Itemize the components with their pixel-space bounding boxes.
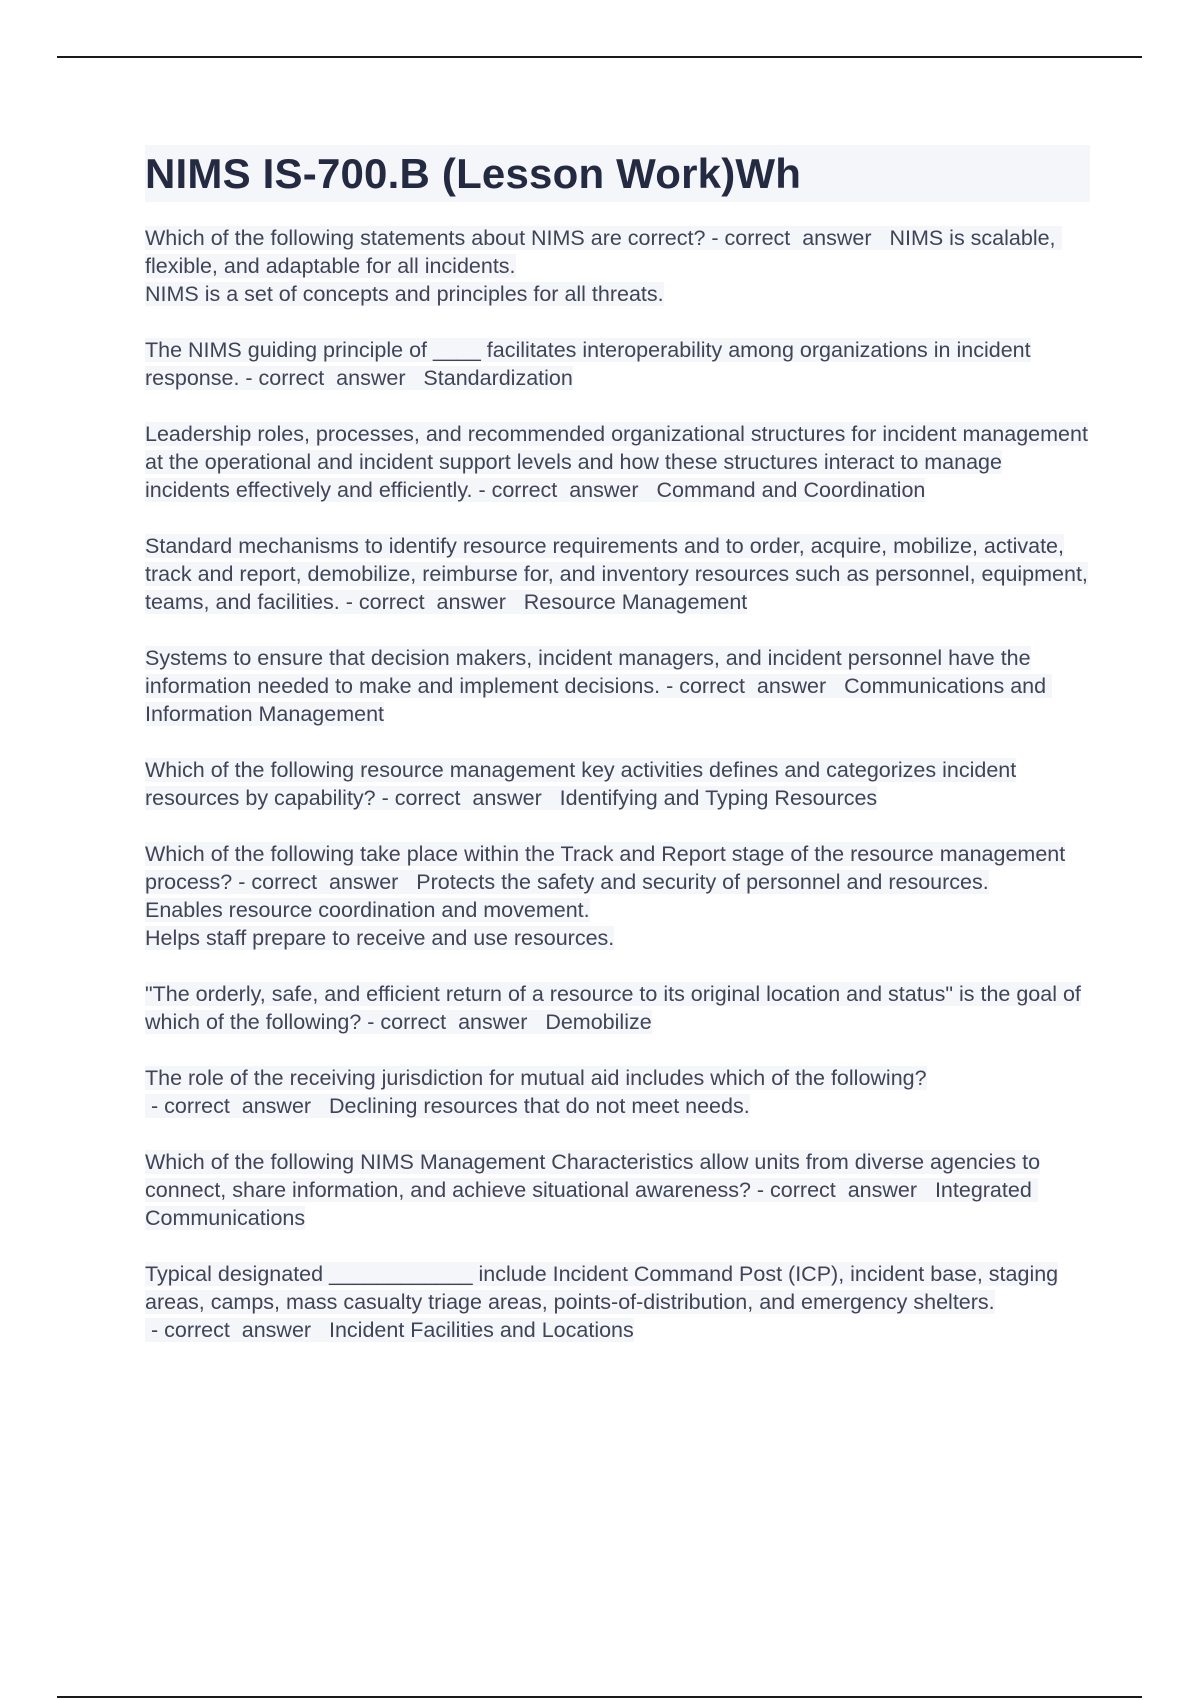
qa-item	[145, 224, 1090, 308]
answer-text: Communications and Information Management	[145, 674, 1053, 726]
answer-text: Declining resources that do not meet needs.	[329, 1094, 750, 1118]
answer-separator: - correct answer	[145, 1094, 329, 1118]
question-text: "The orderly, safe, and efficient return of a resource to its original location and status" is the goal of which of the following?	[145, 982, 1081, 1034]
qa-highlight	[145, 422, 1088, 502]
answer-continuation: NIMS is a set of concepts and principles for all threats.	[145, 282, 664, 306]
question-text: Standard mechanisms to identify resource requirements and to order, acquire, mobilize, activate, track and report, demobilize, reimburse for, and inventory resources such as personnel, equipment, teams, and facilities.	[145, 534, 1088, 614]
qa-highlight	[145, 842, 1065, 894]
qa-highlight	[145, 982, 1081, 1034]
answer-separator: - correct answer	[750, 1178, 935, 1202]
answer-separator: - correct answer	[239, 366, 424, 390]
qa-paragraph	[145, 840, 1090, 952]
qa-item	[145, 644, 1090, 728]
answer-text: Integrated Communications	[145, 1178, 1038, 1230]
answer-separator: - correct answer	[232, 870, 417, 894]
qa-item	[145, 1064, 1090, 1120]
question-text: The role of the receiving jurisdiction for mutual aid includes which of the following?	[145, 1066, 927, 1090]
qa-paragraph	[145, 420, 1090, 504]
answer-separator: - correct answer	[375, 786, 560, 810]
qa-paragraph	[145, 224, 1090, 308]
question-text: Typical designated ____________ include Incident Command Post (ICP), incident base, staging areas, camps, mass casualty triage areas, points-of-distribution, and emergency shelters.	[145, 1262, 1059, 1314]
qa-item	[145, 1148, 1090, 1232]
qa-item	[145, 420, 1090, 504]
answer-text: Protects the safety and security of personnel and resources.	[416, 870, 989, 894]
question-text: Leadership roles, processes, and recommended organizational structures for incident management at the operational and incident support levels and how these structures interact to manage incidents effectively and efficiently.	[145, 422, 1088, 502]
qa-item	[145, 840, 1090, 952]
question-text: Which of the following statements about NIMS are correct?	[145, 226, 706, 250]
qa-highlight	[145, 758, 1016, 810]
title-band	[145, 145, 1090, 202]
document-body	[145, 145, 1090, 1372]
qa-highlight	[145, 646, 1052, 726]
answer-separator: - correct answer	[660, 674, 845, 698]
qa-highlight	[145, 534, 1088, 614]
qa-item	[145, 336, 1090, 392]
question-text: The NIMS guiding principle of ____ facilitates interoperability among organizations in incident response.	[145, 338, 1031, 390]
qa-item	[145, 1260, 1090, 1344]
qa-paragraph	[145, 336, 1090, 392]
answer-continuation: Helps staff prepare to receive and use resources.	[145, 926, 615, 950]
answer-text: Command and Coordination	[656, 478, 926, 502]
answer-text: NIMS is scalable, flexible, and adaptable for all incidents.	[145, 226, 1062, 278]
answer-text: Incident Facilities and Locations	[329, 1318, 634, 1342]
answer-continuation: Enables resource coordination and movement.	[145, 898, 590, 922]
qa-item	[145, 532, 1090, 616]
answer-separator: - correct answer	[472, 478, 657, 502]
answer-separator: - correct answer	[361, 1010, 546, 1034]
qa-paragraph	[145, 1064, 1090, 1120]
qa-highlight	[145, 338, 1031, 390]
qa-item	[145, 980, 1090, 1036]
answer-text: Resource Management	[523, 590, 748, 614]
qa-highlight	[145, 1066, 927, 1118]
bottom-divider	[57, 1696, 1142, 1698]
question-text: Which of the following take place within the Track and Report stage of the resource management process?	[145, 842, 1066, 894]
qa-list	[145, 224, 1090, 1344]
answer-text: Demobilize	[545, 1010, 652, 1034]
qa-paragraph	[145, 1148, 1090, 1232]
answer-separator: - correct answer	[705, 226, 890, 250]
qa-highlight	[145, 1262, 1058, 1342]
qa-paragraph	[145, 756, 1090, 812]
qa-highlight	[145, 1150, 1040, 1230]
answer-separator: - correct answer	[145, 1318, 329, 1342]
document-title: NIMS IS-700.B (Lesson Work)Wh	[145, 150, 802, 197]
qa-highlight	[145, 226, 1062, 278]
question-text: Systems to ensure that decision makers, incident managers, and incident personnel have the information needed to make and implement decisions.	[145, 646, 1031, 698]
qa-paragraph	[145, 980, 1090, 1036]
qa-paragraph	[145, 644, 1090, 728]
qa-paragraph	[145, 1260, 1090, 1344]
top-divider	[57, 56, 1142, 58]
answer-text: Identifying and Typing Resources	[559, 786, 878, 810]
qa-paragraph	[145, 532, 1090, 616]
answer-separator: - correct answer	[339, 590, 524, 614]
answer-text: Standardization	[423, 366, 573, 390]
qa-item	[145, 756, 1090, 812]
question-text: Which of the following resource management key activities defines and categorizes incident resources by capability?	[145, 758, 1017, 810]
question-text: Which of the following NIMS Management Characteristics allow units from diverse agencies to connect, share information, and achieve situational awareness?	[145, 1150, 1041, 1202]
